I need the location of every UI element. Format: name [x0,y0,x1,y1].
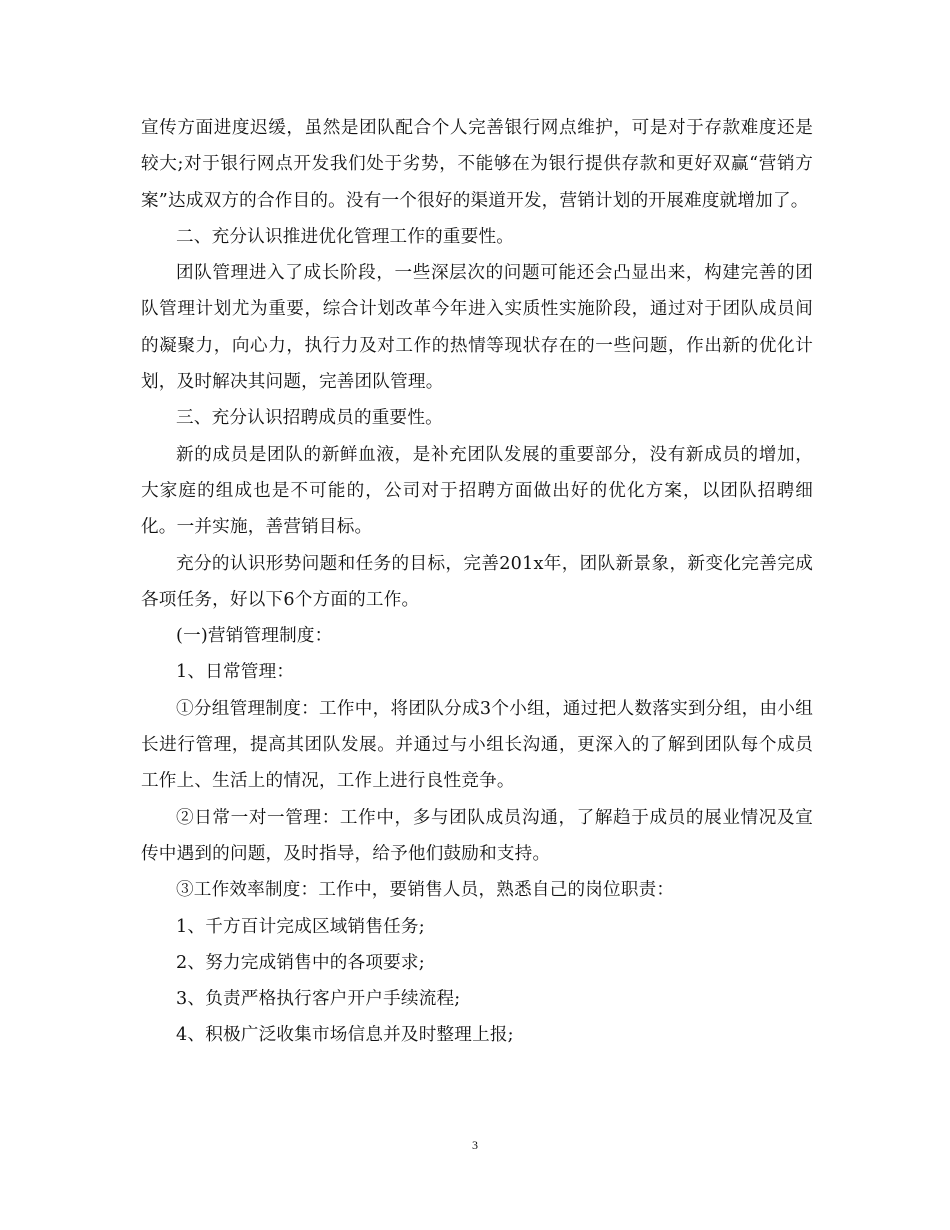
document-body [141,110,813,1054]
section-heading: (一)营销管理制度： [176,626,333,647]
list-item: 4、积极广泛收集市场信息并及时整理上报; [176,1025,514,1046]
page-number: 3 [472,1138,478,1152]
paragraph: ②日常一对一管理：工作中，多与团队成员沟通，了解趋于成员的展业情况及宣传中遇到的问题，及时指导，给予他们鼓励和支持。 [141,807,813,864]
paragraph: 宣传方面进度迟缓，虽然是团队配合个人完善银行网点维护，可是对于存款难度还是较大;对于银行网点开发我们处于劣势，不能够在为银行提供存款和更好双赢“营销方案”达成双方的合作目的。没有一个很好的渠道开发，营销计划的开展难度就增加了。 [141,118,813,211]
section-heading: 二、充分认识推进优化管理工作的重要性。 [176,226,515,247]
paragraph: 新的成员是团队的新鲜血液，是补充团队发展的重要部分，没有新成员的增加，大家庭的组成也是不可能的，公司对于招聘方面做出好的优化方案，以团队招聘细化。一并实施，善营销目标。 [141,444,813,538]
subsection-heading: 1、日常管理： [176,662,295,683]
list-item: 1、千方百计完成区域销售任务; [176,916,425,937]
paragraph: ③工作效率制度：工作中，要销售人员，熟悉自己的岗位职责： [176,880,675,901]
paragraph: ①分组管理制度：工作中，将团队分成3个小组，通过把人数落实到分组，由小组长进行管理，提高其团队发展。并通过与小组长沟通，更深入的了解到团队每个成员工作上、生活上的情况，工作上进行良性竞争。 [141,698,813,792]
paragraph: 团队管理进入了成长阶段，一些深层次的问题可能还会凸显出来，构建完善的团队管理计划尤为重要，综合计划改革今年进入实质性实施阶段，通过对于团队成员间的凝聚力，向心力，执行力及对工作的热情等现状存在的一些问题，作出新的优化计划，及时解决其问题，完善团队管理。 [141,263,813,393]
paragraph: 充分的认识形势问题和任务的目标，完善201x年，团队新景象，新变化完善完成各项任务，好以下6个方面的工作。 [141,553,813,610]
list-item: 3、负责严格执行客户开户手续流程; [176,989,461,1010]
list-item: 2、努力完成销售中的各项要求; [176,952,425,973]
section-heading: 三、充分认识招聘成员的重要性。 [176,408,443,429]
